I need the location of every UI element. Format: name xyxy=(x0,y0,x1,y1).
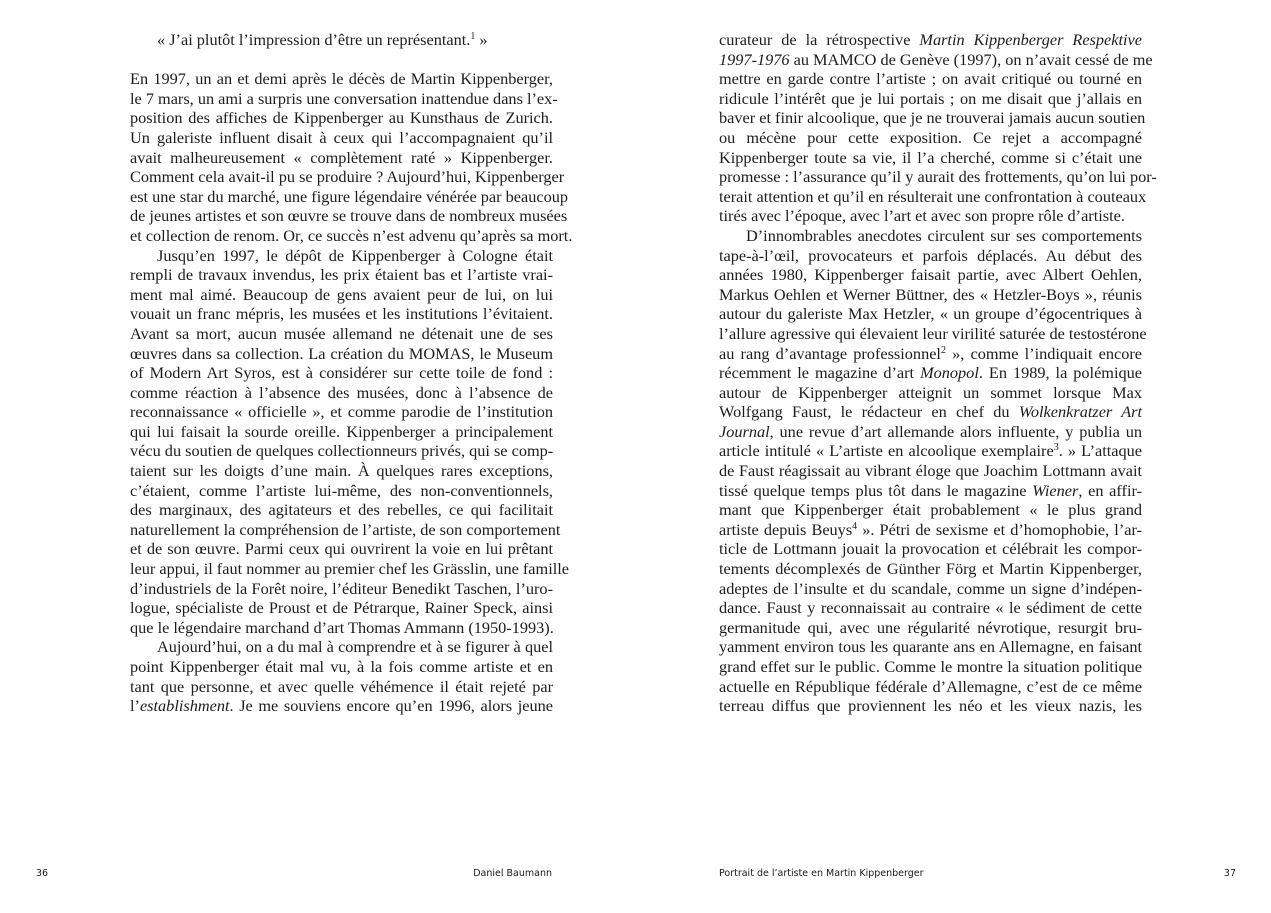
text-line: c’étaient, comme l’artiste lui-même, des non-conventionnels, xyxy=(130,480,553,500)
epigraph-quote xyxy=(130,30,553,50)
text-line: œuvres dans sa collection. La création du MOMAS, le Museum xyxy=(130,343,553,363)
text-line: mettre en garde contre l’artiste ; on avait critiqué ou tourné en xyxy=(719,69,1142,89)
text-line: naturellement la compréhension de l’artiste, de son comportement xyxy=(130,519,561,539)
text-line: de jeunes artistes et son œuvre se trouve dans de nombreux musées xyxy=(130,206,568,226)
footnote-ref-3[interactable]: 3 xyxy=(1053,442,1059,454)
text-line: de Faust réagissait au vibrant éloge que Joachim Lottmann avait xyxy=(719,461,1142,481)
text-line: leur appui, il faut nommer au premier chef les Grässlin, une famille xyxy=(130,559,569,579)
epigraph-close: » xyxy=(475,30,488,49)
text-line xyxy=(719,481,1142,501)
text-line: position des affiches de Kippenberger au Kunsthaus de Zurich. xyxy=(130,108,553,128)
footnote-ref-2[interactable]: 2 xyxy=(940,344,946,356)
text-line: ou mécène pour cette exposition. Ce rejet a accompagné xyxy=(719,127,1142,147)
italic-term: establishment xyxy=(139,696,230,716)
text-segment: Wolfgang Faust, le rédacteur en chef du xyxy=(719,402,1019,422)
text-segment: . » L’attaque xyxy=(1058,441,1142,461)
text-segment: ». Pétri de sexisme et d’homophobie, l’ar- xyxy=(857,519,1142,539)
text-line: terreau diffus que proviennent les néo et les vieux nazis, les xyxy=(719,696,1142,716)
text-line: que le légendaire marchand d’art Thomas Ammann (1950-1993). xyxy=(130,617,554,637)
text-line: vécu du soutien de quelques collectionneurs privés, qui se comp- xyxy=(130,441,554,461)
left-page xyxy=(0,0,635,913)
text-line xyxy=(719,520,1142,540)
text-segment: au rang d’avantage professionnel xyxy=(719,343,941,363)
text-line: Avant sa mort, aucun musée allemand ne détenait une de ses xyxy=(130,323,553,343)
text-line: baver et finir alcoolique, que je ne trouverai jamais aucun soutien xyxy=(719,108,1146,128)
text-line: Markus Oehlen et Werner Büttner, des « Hetzler-Boys », réunis xyxy=(719,284,1142,304)
text-line: des marginaux, des agitateurs et des rebelles, ce qui facilitait xyxy=(130,500,553,520)
text-line xyxy=(719,363,1142,383)
running-head-title: Portrait de l’artiste en Martin Kippenberger xyxy=(719,868,924,879)
text-line: années 1980, Kippenberger faisait partie, avec Albert Oehlen, xyxy=(719,265,1142,285)
text-line xyxy=(719,30,1142,50)
text-segment: , une revue d’art allemande alors influente, y publia un xyxy=(769,421,1142,441)
text-line: logue, spécialiste de Proust et de Pétrarque, Rainer Speck, ainsi xyxy=(130,598,553,618)
text-line: tements décomplexés de Günther Förg et Martin Kippenberger, xyxy=(719,559,1142,579)
text-segment: tissé quelque temps plus tôt dans le magazine xyxy=(719,480,1033,500)
text-segment: au MAMCO de Genève (1997), on n’avait cessé de me xyxy=(789,49,1153,69)
text-line: autour de Kippenberger atteignit un sommet lorsque Max xyxy=(719,382,1142,402)
italic-magazine: Journal xyxy=(719,421,770,441)
italic-magazine: Wolkenkratzer Art xyxy=(1018,402,1143,422)
paragraph-first-line: D’innombrables anecdotes circulent sur ses comportements xyxy=(746,225,1142,245)
epigraph-text: « J’ai plutôt l’impression d’être un représentant. xyxy=(157,30,471,49)
text-line: Un galeriste influent disait à ceux qui l’accompagnaient qu’il xyxy=(130,127,553,147)
text-line: Kippenberger toute sa vie, il l’a cherché, comme si c’était une xyxy=(719,147,1142,167)
page-number-right: 37 xyxy=(1223,868,1236,879)
footnote-ref-4[interactable]: 4 xyxy=(852,520,858,532)
text-line: l’allure agressive qui élevaient leur virilité saturée de testostérone xyxy=(719,323,1147,343)
text-segment: article intitulé « L’artiste en alcoolique exemplaire xyxy=(719,441,1054,461)
italic-magazine: Wiener xyxy=(1032,480,1079,500)
text-line: reconnaissance « officielle », et comme parodie de l’institution xyxy=(130,402,553,422)
text-line: germanitude qui, avec une régularité névrotique, resurgit bru- xyxy=(719,617,1142,637)
italic-title: 1997-1976 xyxy=(719,49,790,69)
text-line: d’industriels de la Forêt noire, l’éditeur Benedikt Taschen, l’uro- xyxy=(130,578,553,598)
text-line: tant que personne, et avec quelle véhémence il était rejeté par xyxy=(130,676,553,696)
text-segment: . Je me souviens encore qu’en 1996, alors jeune xyxy=(229,696,553,716)
text-line: adeptes de l’insulte et du scandale, comme un signe d’indépen- xyxy=(719,578,1142,598)
footnote-ref-1[interactable]: 1 xyxy=(470,31,476,42)
paragraph-first-line: Jusqu’en 1997, le dépôt de Kippenberger à Cologne était xyxy=(157,245,553,265)
page-number-left: 36 xyxy=(36,868,49,879)
text-line: promesse : l’assurance qu’il y aurait des frottements, qu’on lui por- xyxy=(719,167,1157,187)
text-line: ment mal aimé. Beaucoup de gens avaient peur de lui, on lui xyxy=(130,284,553,304)
italic-magazine: Monopol xyxy=(920,363,979,383)
text-line xyxy=(719,402,1142,422)
text-segment: curateur de la rétrospective xyxy=(719,30,920,49)
text-line: avait malheureusement « complètement raté » Kippenberger. xyxy=(130,147,553,167)
text-line: Comment cela avait-il pu se produire ? Aujourd’hui, Kippenberger xyxy=(130,167,565,187)
text-segment: . En 1989, la polémique xyxy=(978,363,1142,383)
text-line: autour du galeriste Max Hetzler, « un groupe d’égocentriques à xyxy=(719,304,1142,324)
text-line: terait attention et qu’il en résulterait une confrontation à couteaux xyxy=(719,186,1147,206)
text-line: ridicule l’intérêt que je lui portais ; on me disait que j’allais en xyxy=(719,88,1142,108)
text-segment: l’ xyxy=(130,696,140,716)
text-segment: récemment le magazine d’art xyxy=(719,363,921,383)
text-line xyxy=(719,422,1142,442)
text-segment: artiste depuis Beuys xyxy=(719,519,853,539)
text-line: taient sur les doigts d’une main. À quelques rares exceptions, xyxy=(130,461,553,481)
text-line xyxy=(719,441,1142,461)
italic-title: Martin Kippenberger Respektive xyxy=(919,30,1142,49)
text-line: actuelle en République fédérale d’Allemagne, c’est de ce même xyxy=(719,676,1142,696)
right-text-column xyxy=(719,30,1157,716)
text-line: point Kippenberger était mal vu, à la fois comme artiste et en xyxy=(130,657,553,676)
text-line: comme réaction à l’absence des musées, donc à l’absence de xyxy=(130,382,553,402)
paragraph-first-line: Aujourd’hui, on a du mal à comprendre et à se figurer à quel xyxy=(157,637,553,657)
text-line xyxy=(719,49,1153,70)
text-line: tirés avec l’époque, avec l’art et avec son propre rôle d’artiste. xyxy=(719,206,1125,226)
text-line: mant que Kippenberger était probablement « le plus grand xyxy=(719,500,1142,520)
text-line: grand effet sur le public. Comme le montre la situation politique xyxy=(719,657,1142,676)
text-segment: », comme l’indiquait encore xyxy=(945,343,1143,363)
text-line xyxy=(719,344,1142,364)
text-segment: , en affir- xyxy=(1078,480,1143,500)
text-line: ticle de Lottmann jouait la provocation et célébrait les compor- xyxy=(719,539,1142,559)
text-line: et collection de renom. Or, ce succès n’est advenu qu’après sa mort. xyxy=(130,225,573,245)
text-line: et de son œuvre. Parmi ceux qui ouvrirent la voie en lui prêtant xyxy=(130,539,553,559)
running-head-author: Daniel Baumann xyxy=(473,868,552,879)
text-line xyxy=(130,696,553,716)
text-line: le 7 mars, un ami a surpris une conversation inattendue dans l’ex- xyxy=(130,88,558,108)
text-line: vouait un franc mépris, les musées et les institutions l’évitaient. xyxy=(130,304,553,324)
text-line: rempli de travaux invendus, les prix étaient bas et l’artiste vrai- xyxy=(130,265,553,285)
text-line: tape-à-l’œil, provocateurs et parfois déplacés. Au début des xyxy=(719,245,1142,265)
text-line: yamment environ tous les quarante ans en Allemagne, en faisant xyxy=(719,637,1142,657)
right-page xyxy=(635,0,1271,913)
text-line: est une star du marché, une figure légendaire vénérée par beaucoup xyxy=(130,186,569,206)
left-text-column xyxy=(130,30,573,716)
text-line: dance. Faust y reconnaissait au contraire « le sédiment de cette xyxy=(719,598,1142,618)
text-line: qui lui faisait la sourde oreille. Kippenberger a principalement xyxy=(130,421,553,441)
text-line: of Modern Art Syros, est à considérer sur cette toile de fond : xyxy=(130,363,553,383)
text-line: En 1997, un an et demi après le décès de Martin Kippenberger, xyxy=(130,69,553,89)
